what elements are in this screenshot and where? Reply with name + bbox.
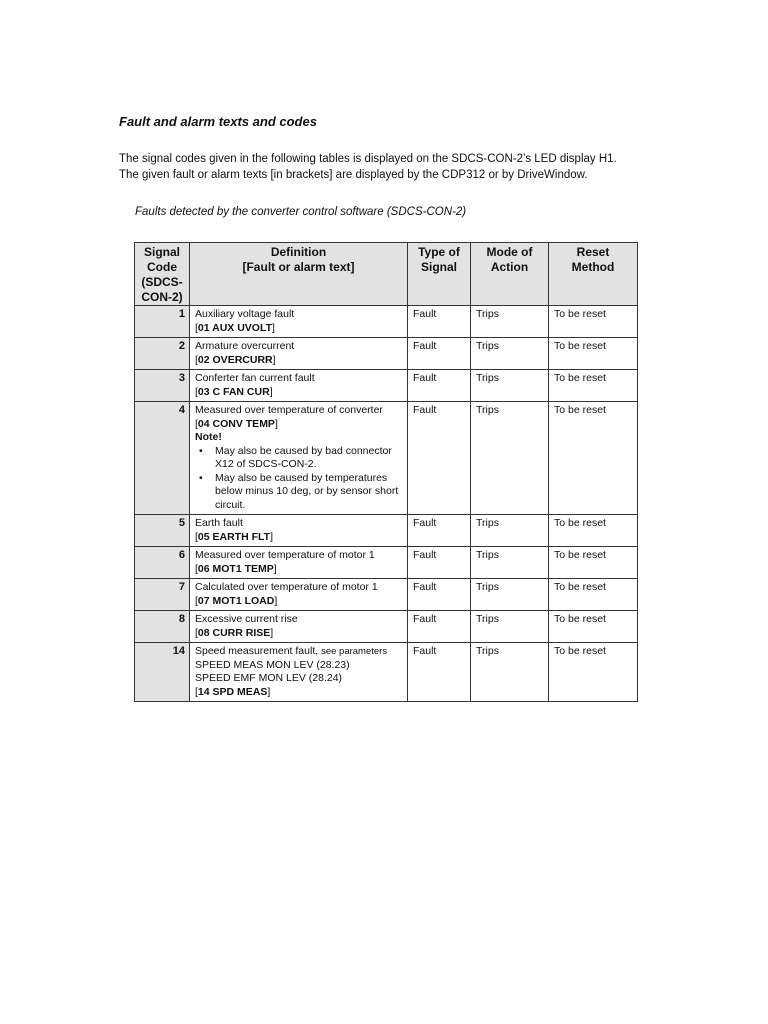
definition-cell bbox=[190, 370, 408, 402]
signal-code: 2 bbox=[135, 338, 190, 370]
table-row bbox=[135, 611, 638, 643]
intro-line: The signal codes given in the following tables is displayed on the SDCS-CON-2’s LED display H1. bbox=[119, 153, 617, 165]
action-mode: Trips bbox=[471, 402, 549, 515]
definition-cell bbox=[190, 643, 408, 702]
fault-description: Conferter fan current fault bbox=[195, 372, 315, 384]
signal-type: Fault bbox=[408, 579, 471, 611]
header-line: Action bbox=[490, 260, 529, 274]
fault-text: [06 MOT1 TEMP] bbox=[195, 562, 277, 575]
fault-description: Auxiliary voltage fault bbox=[195, 308, 295, 320]
fault-text-code: 02 OVERCURR bbox=[197, 353, 273, 366]
signal-type: Fault bbox=[408, 338, 471, 370]
fault-text-code: 14 SPD MEAS bbox=[197, 685, 268, 698]
reset-method: To be reset bbox=[549, 370, 638, 402]
fault-text-code: 05 EARTH FLT bbox=[197, 530, 271, 543]
signal-code: 4 bbox=[135, 402, 190, 515]
header-line: Reset bbox=[576, 245, 610, 259]
fault-text: [02 OVERCURR] bbox=[195, 353, 276, 366]
fault-text: [03 C FAN CUR] bbox=[195, 385, 273, 398]
fault-description: Excessive current rise bbox=[195, 613, 298, 625]
action-mode: Trips bbox=[471, 643, 549, 702]
definition-cell bbox=[190, 515, 408, 547]
table-row bbox=[135, 547, 638, 579]
action-mode: Trips bbox=[471, 547, 549, 579]
action-mode: Trips bbox=[471, 579, 549, 611]
table-row bbox=[135, 370, 638, 402]
signal-type: Fault bbox=[408, 547, 471, 579]
note-item: • May also be caused by temperatures below minus 10 deg, or by sensor short circuit. bbox=[215, 472, 402, 513]
header-line: Type of bbox=[418, 245, 460, 259]
table-row bbox=[135, 402, 638, 515]
definition-cell bbox=[190, 579, 408, 611]
parameter-line: SPEED EMF MON LEV (28.24) bbox=[195, 672, 343, 684]
header-type-of-signal bbox=[408, 243, 471, 306]
signal-code: 1 bbox=[135, 306, 190, 338]
action-mode: Trips bbox=[471, 515, 549, 547]
reset-method: To be reset bbox=[549, 579, 638, 611]
definition-cell bbox=[190, 338, 408, 370]
definition-cell bbox=[190, 306, 408, 338]
intro-line: The given fault or alarm texts [in brackets] are displayed by the CDP312 or by DriveWindow. bbox=[119, 169, 588, 181]
signal-code: 14 bbox=[135, 643, 190, 702]
header-reset-method bbox=[549, 243, 638, 306]
table-row bbox=[135, 515, 638, 547]
action-mode: Trips bbox=[471, 338, 549, 370]
fault-codes-table bbox=[134, 242, 638, 702]
table-caption: Faults detected by the converter control software (SDCS-CON-2) bbox=[135, 206, 467, 218]
note-list bbox=[195, 445, 402, 513]
signal-code: 8 bbox=[135, 611, 190, 643]
definition-cell bbox=[190, 402, 408, 515]
action-mode: Trips bbox=[471, 306, 549, 338]
definition-cell bbox=[190, 611, 408, 643]
fault-text: [01 AUX UVOLT] bbox=[195, 321, 275, 334]
reset-method: To be reset bbox=[549, 338, 638, 370]
header-line: Definition bbox=[270, 245, 327, 259]
intro-paragraph bbox=[119, 151, 679, 183]
fault-description: Calculated over temperature of motor 1 bbox=[195, 581, 378, 593]
fault-text-code: 08 CURR RISE bbox=[197, 626, 271, 639]
header-line: Mode of bbox=[486, 245, 533, 259]
fault-text: [14 SPD MEAS] bbox=[195, 685, 271, 698]
note-label: Note! bbox=[195, 431, 222, 443]
header-line: CON-2) bbox=[141, 290, 183, 304]
signal-code: 5 bbox=[135, 515, 190, 547]
signal-type: Fault bbox=[408, 611, 471, 643]
signal-type: Fault bbox=[408, 306, 471, 338]
header-line: Signal bbox=[420, 260, 457, 274]
header-line: [Fault or alarm text] bbox=[242, 260, 355, 274]
fault-description: Measured over temperature of motor 1 bbox=[195, 549, 375, 561]
signal-code: 6 bbox=[135, 547, 190, 579]
reset-method: To be reset bbox=[549, 611, 638, 643]
signal-type: Fault bbox=[408, 370, 471, 402]
fault-description: Earth fault bbox=[195, 517, 243, 529]
header-line: (SDCS- bbox=[141, 275, 183, 289]
fault-description: Armature overcurrent bbox=[195, 340, 295, 352]
table-row bbox=[135, 643, 638, 702]
header-line: Signal bbox=[143, 245, 180, 259]
signal-type: Fault bbox=[408, 402, 471, 515]
table-row bbox=[135, 579, 638, 611]
table-row bbox=[135, 338, 638, 370]
fault-description-note: see parameters bbox=[321, 646, 388, 657]
fault-text: [04 CONV TEMP] bbox=[195, 417, 278, 430]
fault-text-code: 06 MOT1 TEMP bbox=[197, 562, 274, 575]
action-mode: Trips bbox=[471, 370, 549, 402]
fault-description: Measured over temperature of converter bbox=[195, 404, 383, 416]
fault-text-code: 04 CONV TEMP bbox=[197, 417, 275, 430]
action-mode: Trips bbox=[471, 611, 549, 643]
header-mode-of-action bbox=[471, 243, 549, 306]
fault-text: [05 EARTH FLT] bbox=[195, 530, 273, 543]
fault-text: [07 MOT1 LOAD] bbox=[195, 594, 278, 607]
definition-cell bbox=[190, 547, 408, 579]
signal-code: 3 bbox=[135, 370, 190, 402]
header-line: Code bbox=[147, 260, 177, 274]
table-row bbox=[135, 306, 638, 338]
fault-text-code: 07 MOT1 LOAD bbox=[197, 594, 275, 607]
signal-type: Fault bbox=[408, 515, 471, 547]
header-definition bbox=[190, 243, 408, 306]
reset-method: To be reset bbox=[549, 643, 638, 702]
fault-text-code: 01 AUX UVOLT bbox=[197, 321, 273, 334]
table-header-row bbox=[135, 243, 638, 306]
header-line: Method bbox=[571, 260, 615, 274]
reset-method: To be reset bbox=[549, 306, 638, 338]
fault-text-code: 03 C FAN CUR bbox=[197, 385, 270, 398]
fault-text: [08 CURR RISE] bbox=[195, 626, 274, 639]
fault-description bbox=[195, 645, 402, 659]
signal-type: Fault bbox=[408, 643, 471, 702]
note-item: • May also be caused by bad connector X12 of SDCS-CON-2. bbox=[215, 445, 402, 472]
fault-description-main: Speed measurement fault, bbox=[195, 645, 319, 657]
reset-method: To be reset bbox=[549, 515, 638, 547]
section-heading: Fault and alarm texts and codes bbox=[119, 114, 317, 129]
reset-method: To be reset bbox=[549, 547, 638, 579]
reset-method: To be reset bbox=[549, 402, 638, 515]
signal-code: 7 bbox=[135, 579, 190, 611]
header-signal-code bbox=[135, 243, 190, 306]
parameter-line: SPEED MEAS MON LEV (28.23) bbox=[195, 658, 350, 671]
